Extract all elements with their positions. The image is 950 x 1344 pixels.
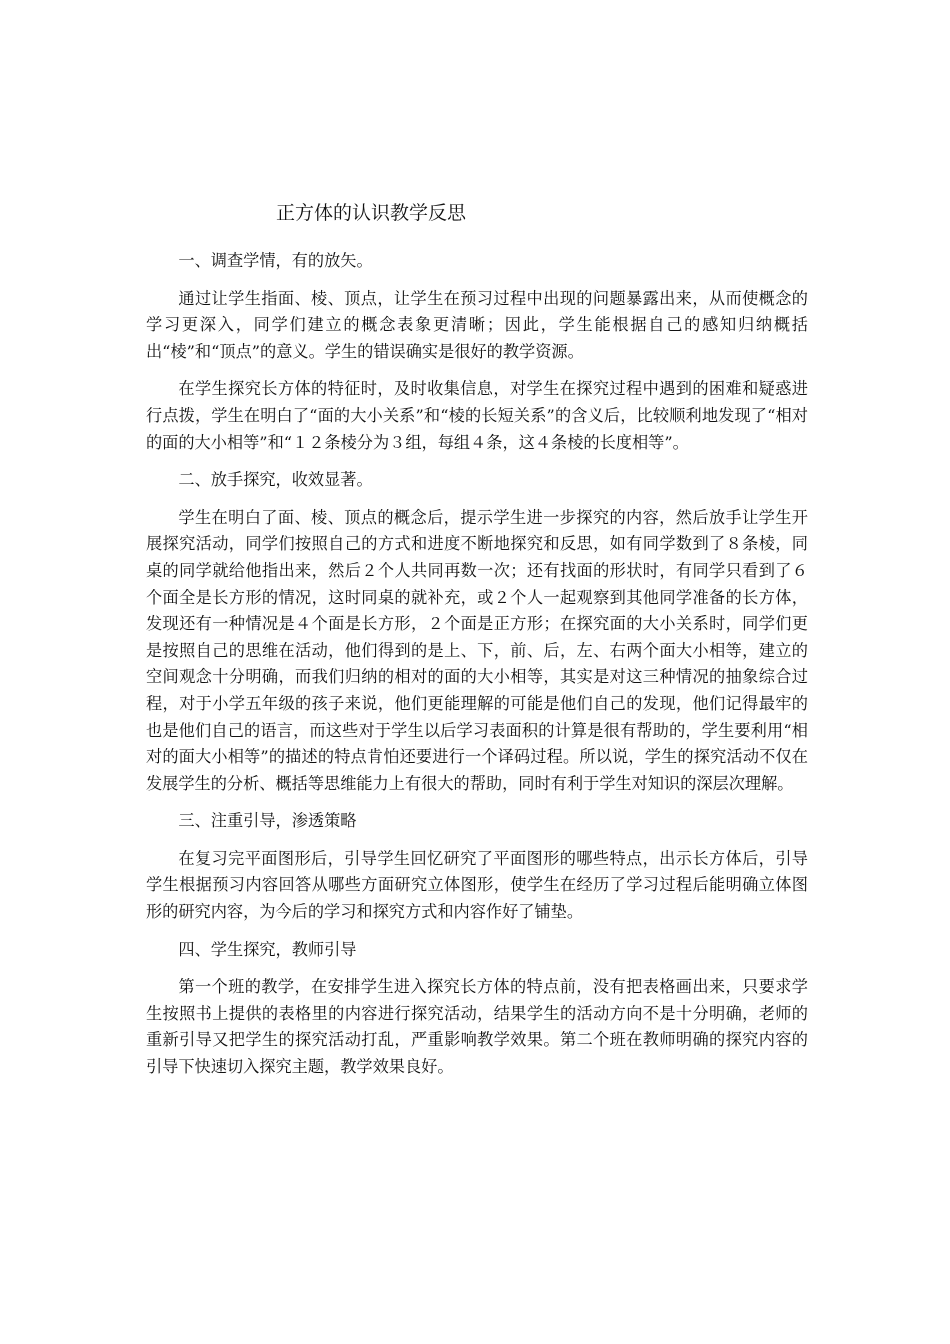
- section-heading-4: 四、学生探究，教师引导: [178, 939, 357, 959]
- paragraph: 通过让学生指面、棱、顶点，让学生在预习过程中出现的问题暴露出来，从而使概念的学习更深入，同学们建立的概念表象更清晰；因此，学生能根据自己的感知归纳概括出“棱”和“顶点”的意义。学生的错误确实是很好的教学资源。: [146, 288, 808, 361]
- paragraph: 第一个班的教学，在安排学生进入探究长方体的特点前，没有把表格画出来，只要求学生按照书上提供的表格里的内容进行探究活动，结果学生的活动方向不是十分明确，老师的重新引导又把学生的探究活动打乱，严重影响教学效果。第二个班在教师明确的探究内容的引导下快速切入探究主题，教学效果良好。: [146, 977, 808, 1077]
- paragraph: 在学生探究长方体的特征时，及时收集信息，对学生在探究过程中遇到的困难和疑惑进行点拨，学生在明白了“面的大小关系”和“棱的长短关系”的含义后，比较顺利地发现了“相对的面的大小相等”和“１２条棱分为３组，每组４条，这４条棱的长度相等”。: [146, 379, 808, 452]
- paragraph: 学生在明白了面、棱、顶点的概念后，提示学生进一步探究的内容，然后放手让学生开展探究活动，同学们按照自己的方式和进度不断地探究和反思，如有同学数到了８条棱，同桌的同学就给他指出来，然后２个人共同再数一次；还有找面的形状时，有同学只看到了６个面全是长方形的情况，这时同桌的就补充，或２个人一起观察到其他同学准备的长方体，发现还有一种情况是４个面是长方形，２个面是正方形；在探究面的大小关系时，同学们更是按照自己的思维在活动，他们得到的是上、下，前、后，左、右两个面大小相等，建立的空间观念十分明确，而我们归纳的相对的面的大小相等，其实是对这三种情况的抽象综合过程，对于小学五年级的孩子来说，他们更能理解的可能是他们自己的发现，他们记得最牢的也是他们自己的语言，而这些对于学生以后学习表面积的计算是很有帮助的，学生要利用“相对的面大小相等”的描述的特点肯怕还要进行一个译码过程。所以说，学生的探究活动不仅在发展学生的分析、概括等思维能力上有很大的帮助，同时有利于学生对知识的深层次理解。: [146, 507, 808, 793]
- document-body: [146, 248, 808, 1092]
- section-heading-1: 一、调查学情，有的放矢。: [178, 251, 373, 270]
- section-heading-2: 二、放手探究，收效显著。: [178, 470, 373, 490]
- document-title: 正方体的认识教学反思: [276, 202, 467, 224]
- section-heading-3: 三、注重引导，渗透策略: [178, 811, 357, 831]
- paragraph: 在复习完平面图形后，引导学生回忆研究了平面图形的哪些特点，出示长方体后，引导学生根据预习内容回答从哪些方面研究立体图形，使学生在经历了学习过程后能明确立体图形的研究内容，为今后的学习和探究方式和内容作好了铺垫。: [146, 848, 808, 922]
